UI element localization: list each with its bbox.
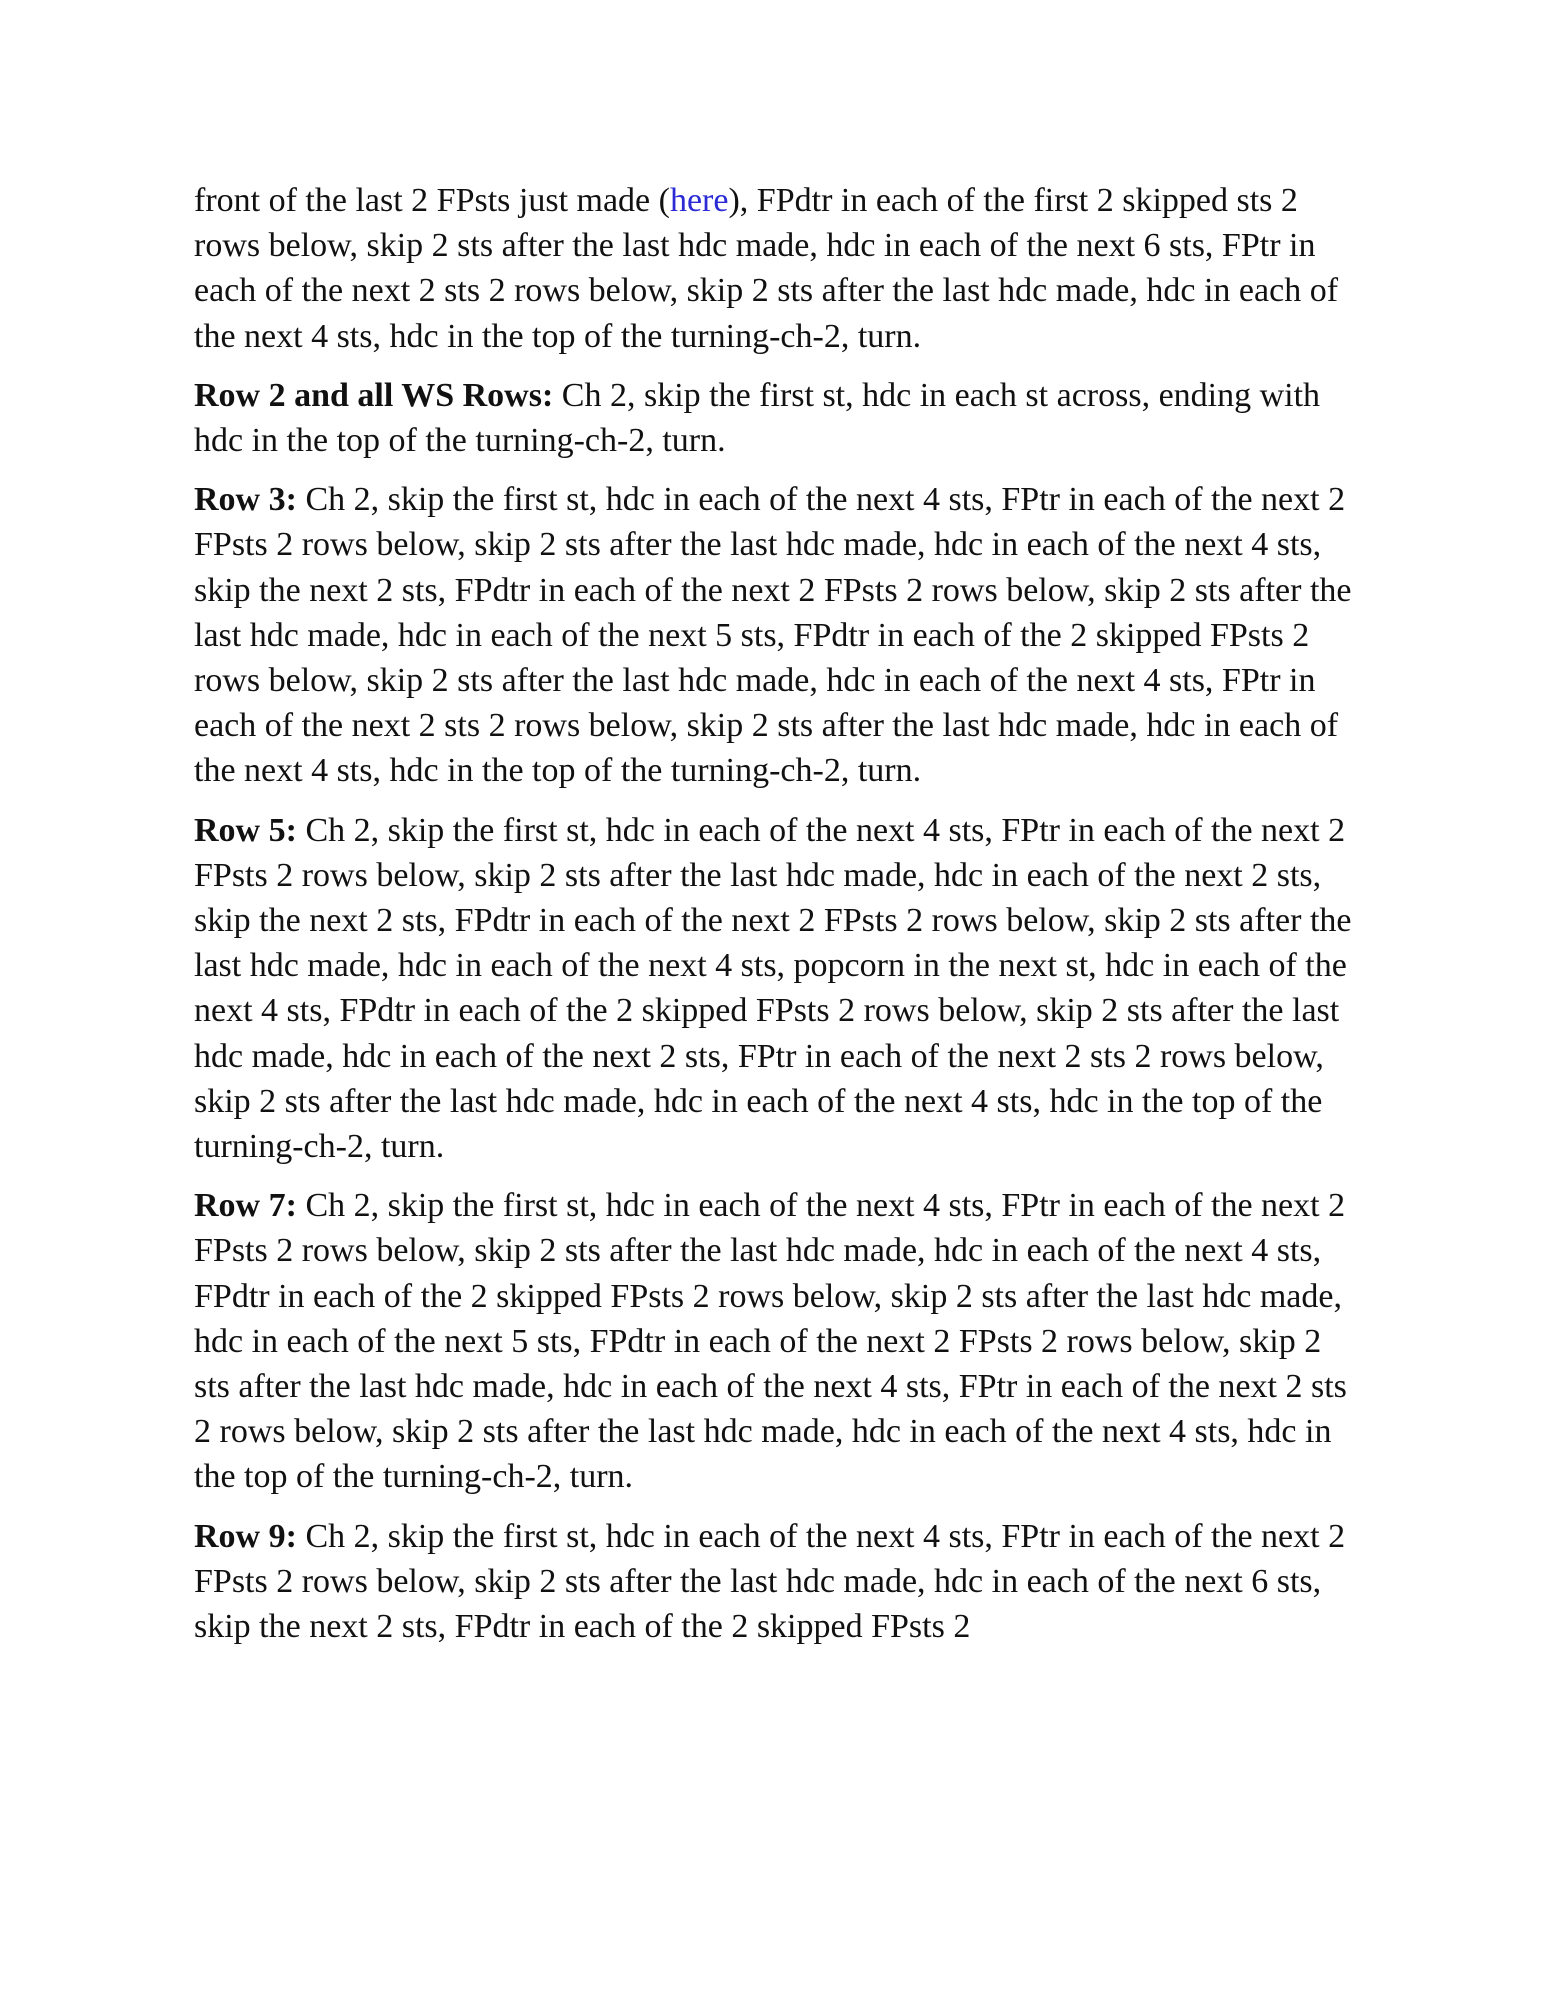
here-link[interactable]: here [669, 182, 729, 219]
paragraph-row-9 [194, 1514, 1364, 1650]
row-label: Row 9: [194, 1517, 297, 1555]
row-instructions: Ch 2, skip the first st, hdc in each st across, ending with hdc in the top of the turning-ch-2, turn. [194, 376, 1321, 460]
row-instructions: Ch 2, skip the first st, hdc in each of the next 4 sts, FPtr in each of the next 2 FPsts 2 rows below, skip 2 sts after the last hdc made, hdc in each of the next 4 sts, FPdtr in each of the 2 skipped FPsts 2 rows below, skip 2 sts after the last hdc made, hdc in each of the next 5 sts, FPdtr in each of the next 2 FPsts 2 rows below, skip 2 sts after the last hdc made, hdc in each of the next 4 sts, FPtr in each of the next 2 sts 2 rows below, skip 2 sts after the last hdc made, hdc in each of the next 4 sts, hdc in the top of the turning-ch-2, turn. [194, 1187, 1347, 1496]
row-instructions: Ch 2, skip the first st, hdc in each of the next 4 sts, FPtr in each of the next 2 FPsts 2 rows below, skip 2 sts after the last hdc made, hdc in each of the next 2 sts, skip the next 2 sts, FPdtr in each of the next 2 FPsts 2 rows below, skip 2 sts after the last hdc made, hdc in each of the next 4 sts, popcorn in the next st, hdc in each of the next 4 sts, FPdtr in each of the 2 skipped FPsts 2 rows below, skip 2 sts after the last hdc made, hdc in each of the next 2 sts, FPtr in each of the next 2 sts 2 rows below, skip 2 sts after the last hdc made, hdc in each of the next 4 sts, hdc in the top of the turning-ch-2, turn. [194, 811, 1352, 1166]
document-page [194, 178, 1364, 1663]
row-label: Row 2 and all WS Rows: [194, 376, 554, 414]
paragraph-row-2-ws [194, 373, 1364, 463]
paragraph-text: front of the last 2 FPsts just made ( [194, 182, 670, 219]
paragraph-continuation [194, 178, 1364, 359]
row-label: Row 5: [194, 811, 297, 849]
paragraph-row-3 [194, 477, 1364, 793]
paragraph-row-7 [194, 1183, 1364, 1499]
paragraph-text: ), FPdtr in each of the first 2 skipped sts 2 rows below, skip 2 sts after the last hdc made, hdc in each of the next 6 sts, FPtr in each of the next 2 sts 2 rows below, skip 2 sts after the last hdc made, hdc in each of the next 4 sts, hdc in the top of the turning-ch-2, turn. [194, 182, 1339, 355]
row-instructions: Ch 2, skip the first st, hdc in each of the next 4 sts, FPtr in each of the next 2 FPsts 2 rows below, skip 2 sts after the last hdc made, hdc in each of the next 4 sts, skip the next 2 sts, FPdtr in each of the next 2 FPsts 2 rows below, skip 2 sts after the last hdc made, hdc in each of the next 5 sts, FPdtr in each of the 2 skipped FPsts 2 rows below, skip 2 sts after the last hdc made, hdc in each of the next 4 sts, FPtr in each of the next 2 sts 2 rows below, skip 2 sts after the last hdc made, hdc in each of the next 4 sts, hdc in the top of the turning-ch-2, turn. [194, 481, 1352, 790]
paragraph-row-5 [194, 808, 1364, 1170]
row-label: Row 3: [194, 481, 297, 519]
row-instructions: Ch 2, skip the first st, hdc in each of the next 4 sts, FPtr in each of the next 2 FPsts 2 rows below, skip 2 sts after the last hdc made, hdc in each of the next 6 sts, skip the next 2 sts, FPdtr in each of the 2 skipped FPsts 2 [194, 1517, 1346, 1646]
row-label: Row 7: [194, 1187, 297, 1225]
